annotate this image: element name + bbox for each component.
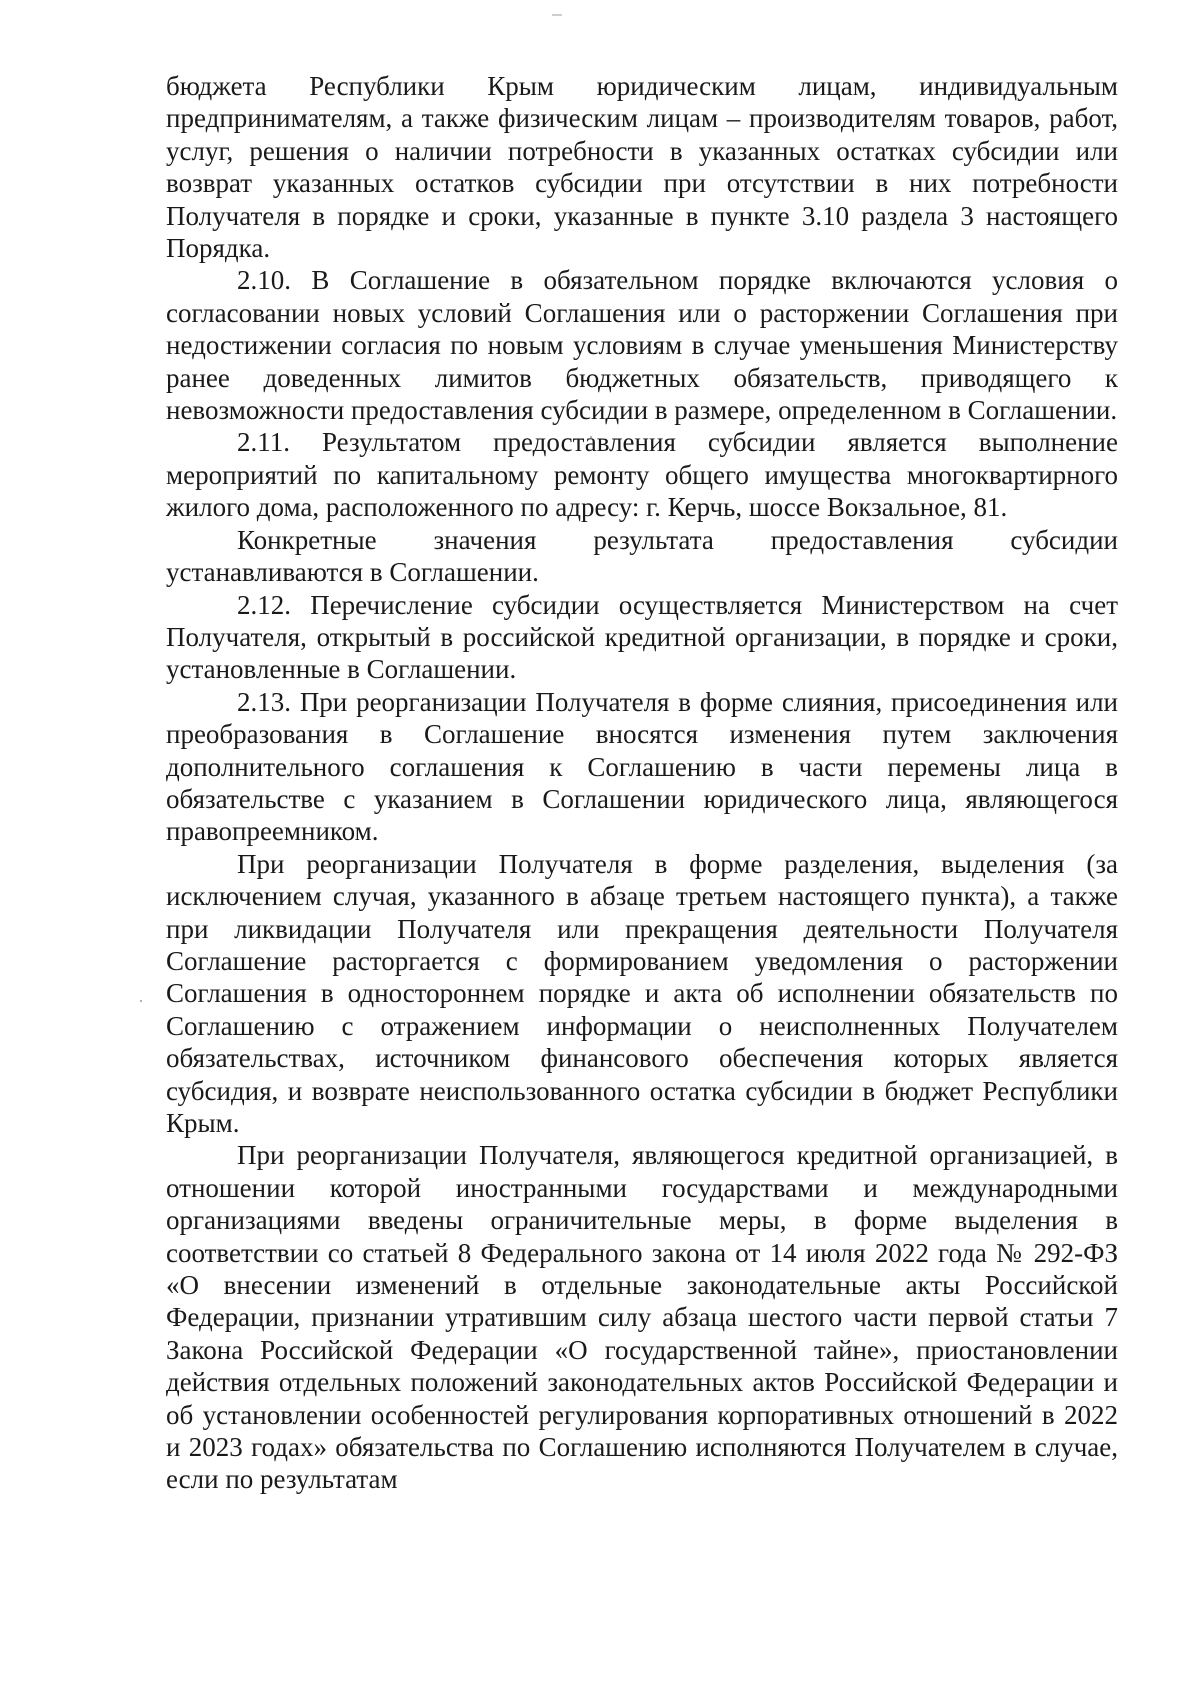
paragraph-reorganization-division: При реорганизации Получателя в форме разделения, выделения (за исключением случая, указанного в абзаце третьем настоящего пункта), а также при ликвидации Получателя или прекращения деятельности Получателя Соглашение расторгается с формированием уведомления о расторжении Соглашения в одностороннем порядке и акта об исполнении обязательств по Соглашению с отражением информации о неисполненных Получателем обязательствах, источником финансового обеспечения которых является субсидия, и возврате неиспользованного остатка субсидии в бюджет Республики Крым. [166,848,1118,1138]
paragraph-2-10: 2.10. В Соглашение в обязательном порядке включаются условия о согласовании новых условий Соглашения или о расторжении Соглашения при недостижении согласия по новым условиям в случае уменьшения Министерству ранее доведенных лимитов бюджетных обязательств, приводящего к невозможности предоставления субсидии в размере, определенном в Соглашении. [166,265,1118,426]
scan-artifact [552,14,562,16]
paragraph-2-13: 2.13. При реорганизации Получателя в форме слияния, присоединения или преобразования в Соглашение вносятся изменения путем заключения дополнительного соглашения к Соглашению в части перемены лица в обязательстве с указанием в Соглашении юридического лица, являющегося правопреемником. [166,686,1118,847]
paragraph-reorganization-credit-organization: При реорганизации Получателя, являющегося кредитной организацией, в отношении которой иностранными государствами и международными организациями введены ограничительные меры, в форме выделения в соответствии со статьей 8 Федерального закона от 14 июля 2022 года № 292-ФЗ «О внесении изменений в отдельные законодательные акты Российской Федерации, признании утратившим силу абзаца шестого части первой статьи 7 Закона Российской Федерации «О государственной тайне», приостановлении действия отдельных положений законодательных актов Российской Федерации и об установлении особенностей регулирования корпоративных отношений в 2022 и 2023 годах» обязательства по Соглашению исполняются Получателем в случае, если по результатам [166,1140,1118,1495]
scan-artifact [140,1000,142,1002]
paragraph-2-12: 2.12. Перечисление субсидии осуществляется Министерством на счет Получателя, открытый в российской кредитной организации, в порядке и сроки, установленные в Соглашении. [166,589,1118,685]
paragraph-budget-residuals: бюджета Республики Крым юридическим лицам, индивидуальным предпринимателям, а также физическим лицам – производителям товаров, работ, услуг, решения о наличии потребности в указанных остатках субсидии или возврат указанных остатков субсидии при отсутствии в них потребности Получателя в порядке и сроки, указанные в пункте 3.10 раздела 3 настоящего Порядка. [166,71,1118,264]
paragraph-result-values: Конкретные значения результата предоставления субсидии устанавливаются в Соглашении. [166,524,1118,588]
paragraph-2-11: 2.11. Результатом предоставления субсидии является выполнение мероприятий по капитальному ремонту общего имущества многоквартирного жилого дома, расположенного по адресу: г. Керчь, шоссе Вокзальное, 81. [166,427,1118,523]
document-body [166,70,1118,1496]
